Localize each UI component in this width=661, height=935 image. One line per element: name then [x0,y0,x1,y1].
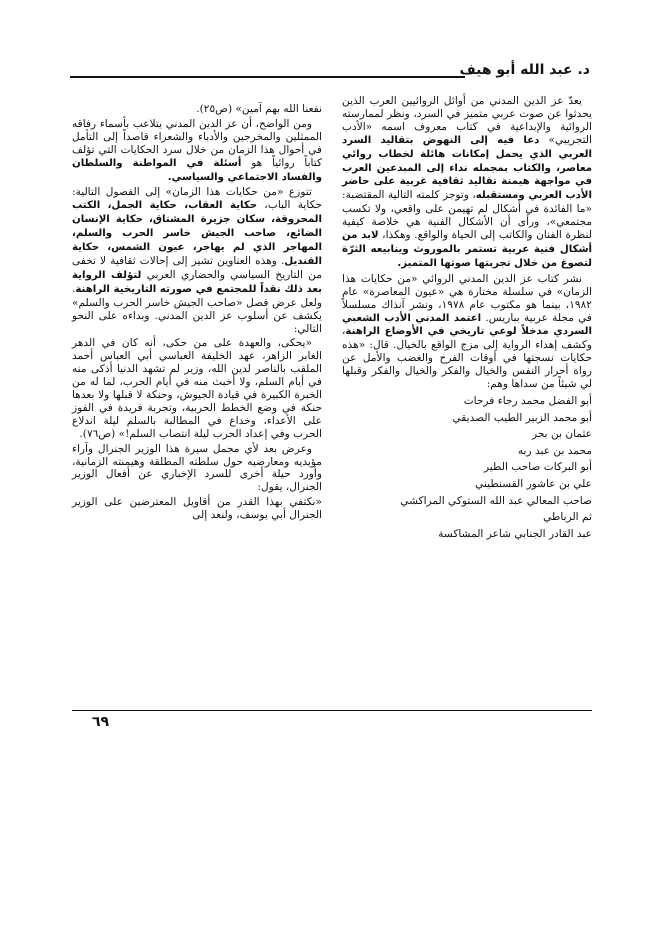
list-item: علي بن عاشور القسنطيني [475,477,592,490]
page-number: ٦٩ [92,714,110,730]
header-author: د. عبد الله أبو هيف [459,62,590,78]
list-item: عثمان بن بحر [531,428,592,441]
right-column [342,95,592,542]
list-item: أبو البركات صاحب الطير [483,461,592,474]
left-paragraph-4-quote: «يحكى، والعهدة على من حكى، أنه كان في الدهر الغابر الزاهر، عهد الخليفة العباسي أبي العباس أحمد الملقب بالناصر لدين الله، وزير لم تشهد الدنيا أذكى منه في أيام السلم، ولا أخبث منه في أيام الحرب، لما له من الخبرة الكبيرة في قيادة الجيوش، وحنكة لا قبلها ولا بعدها حنكة في وضع الخطط الحربية، وتجربة فريدة في الفوز على الأعداء، وخداع في المطالبة بالسلم ليلة اندلاع الحرب وفي إعداد الحرب ليلة انتصاب السلم!» (ص٧٦). [72,337,322,440]
list-item: أبو الفضل محمد رجاء فرحات [463,394,592,407]
left-paragraph-3: تتوزع «من حكايات هذا الزمان» إلى الفصول التالية: حكاية الباب، حكاية العقاب، حكاية الجمل، الكتب المحروقة، سكان جزيرة المشتاق، حكاية الإنسان الضائع، صاحب الجيش خاسر الحرب والسلم، المهاجر الذي لم يهاجر، عيون الشمس، حكاية القنديل. وهذه العناوين تشير إلى إحالات ثقافية لا تخفى من التاريخ السياسي والحضاري العربي لتؤلف الرواية بعد ذلك نقداً للمجتمع في صورته التاريخية الراهنة. ولعل عرض فصل «صاحب الجيش خاسر الحرب والسلم» يكشف عن أسلوب عز الدين المدني. وبداءه على النحو التالي: [72,186,322,335]
list-item: عبد القادر الجنابي شاعر المشاكسة [438,527,592,540]
header-rule [70,76,465,78]
right-paragraph-2: نشر كتاب عز الدين المدني الروائي «من حكايات هذا الزمان» في سلسلة مختارة هي «عيون المعاصرة» عام ١٩٨٢، بينما هو مكتوب عام ١٩٧٨، ونشر آنذاك مسلسلاً في مجلة عربية بباريس. اعتمد المدني الأدب الشعبي السردي مدخلاً لوعي تاريخي في الأوضاع الراهنة، وكشف إهداء الرواية إلى مزج الواقع بالخيال. قال: «هذه حكايات نسجتها في أوقات الفرح والغضب والأمل عن رواة أحرار النفس والخيال والفكر والخيال والفكر وقبلها لي شيئاً من سداها وهم: [342,272,592,391]
right-paragraph-1: يعدّ عز الدين المدني من أوائل الروائيين العرب الذين يحدثوا عن صوت عربي متميز في السرد، ونظر لممارسته الروائية والإبداعية في كتاب معروف اسمه «الأدب التجريبي» دعا فيه إلى النهوض بتقاليد السرد العربي الذي يحمل إمكانات هائلة لخطاب روائي معاصر، والكتاب بمجمله نداء إلى المبدعين العرب في مواجهة هيمنة تقاليد ثقافية غربية على حاضر الأدب العربي ومستقبله، وتوجز كلمته التالية المقتضبة: «ما الفائدة في أشكال لم تهيمن على واقعي، ولا تكسب مجتمعي»، ورأى أن الأشكال الفنية هي خلاصة كيفية لنظرة الفنان والكاتب إلى الحياة والواقع. وهكذا، لابد من أشكال فنية عربية تستمر بالموروث وينابيعه الثرّة لتصوغ من خلال تجربتها صوتها المتميز. [342,95,592,269]
left-paragraph-1: نفعنا الله بهم آمين» (ص٢٥). [196,103,322,115]
left-paragraph-6-quote: «نكتفي بهذا القدر من أقاويل المعترضين على الوزير الجنرال أبي يوسف، ولنعد إلى [72,496,322,522]
list-item: أبو محمد الزبير الطيب الصديقي [452,411,592,424]
list-item: صاحب المعالي عبد الله الستوكي المراكشي [400,494,592,507]
footer-rule [72,710,592,711]
left-paragraph-2: ومن الواضح، أن عز الدين المدني يتلاعب بأسماء رفاقه الممثلين والمخرجين والأدباء والشعراء قاصداً إلى التأمل في أحوال هذا الزمان من خلال سرد الحكايات التي تؤلف كتاباً روائياً هو أسئلة في المواطنة والسلطان والفساد الاجتماعي والسياسي. [72,117,322,183]
list-item: ثم الرباطي [543,511,592,524]
left-paragraph-5: وعرض بعد لأي مجمل سيرة هذا الوزير الجنرال وآراء مؤيديه ومعارضيه حول سلطته المطلقة وهيمنته الزمانية، وأورد حيلة أخرى للسرد الإخباري عن أفعال الوزير الجنرال، يقول: [72,442,322,494]
left-column [72,103,322,524]
narrator-names-list [342,393,592,542]
running-header [70,62,590,84]
list-item: محمد بن عبد ربه [517,444,592,457]
